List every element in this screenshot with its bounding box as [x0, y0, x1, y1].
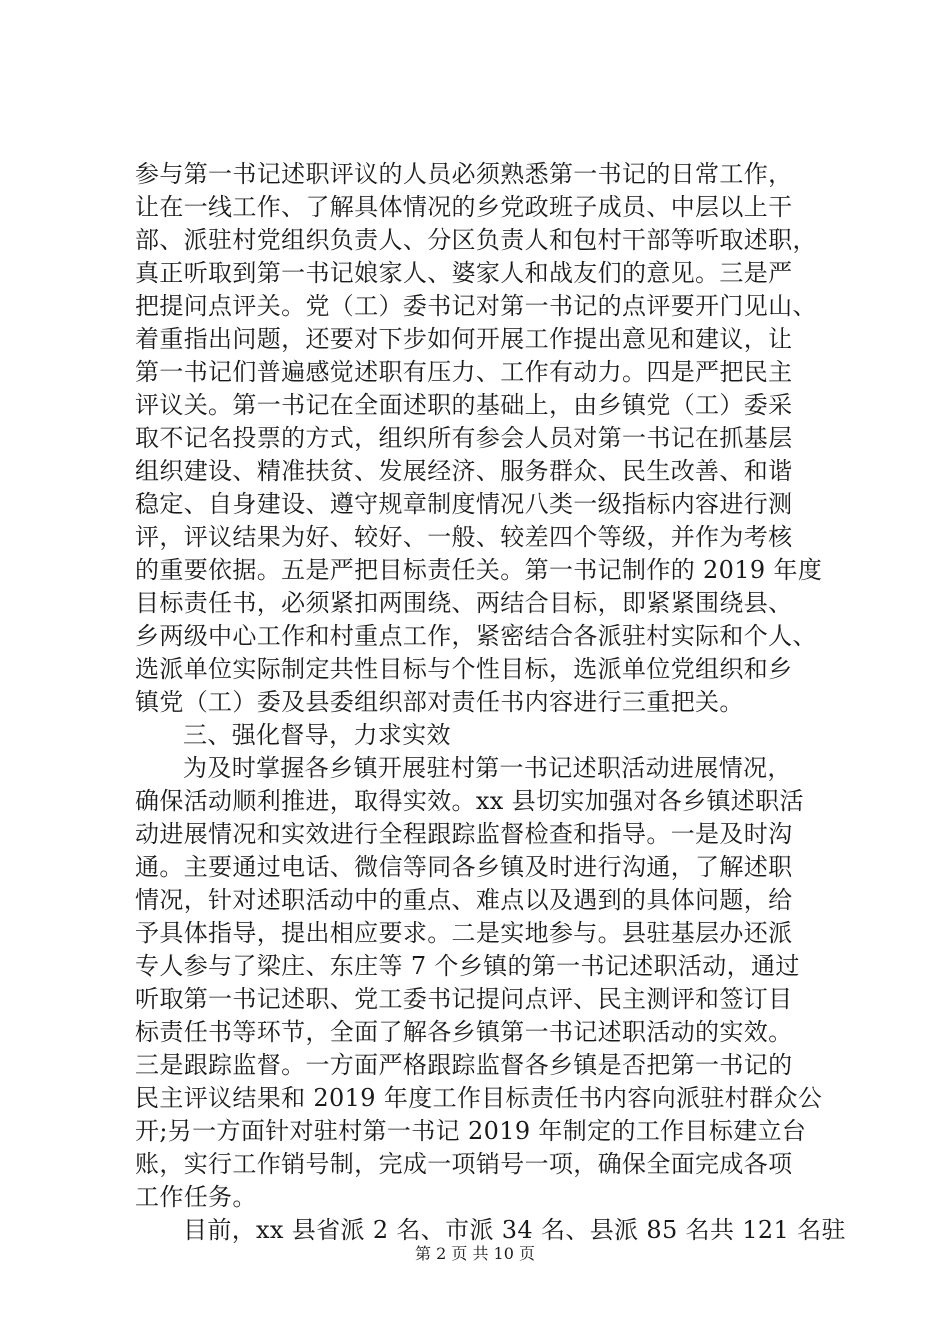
- text-line: 三是跟踪监督。一方面严格跟踪监督各乡镇是否把第一书记的: [135, 1051, 793, 1079]
- document-body: [135, 158, 846, 1247]
- text-line: 专人参与了梁庄、东庄等 7 个乡镇的第一书记述职活动，通过: [135, 952, 800, 980]
- text-line: 目标责任书，必须紧扣两围绕、两结合目标，即紧紧围绕县、: [135, 589, 793, 617]
- section-heading: 三、强化督导，力求实效: [183, 721, 451, 749]
- text-line: 动进展情况和实效进行全程跟踪监督检查和指导。一是及时沟: [135, 820, 793, 848]
- text-line: 组织建设、精准扶贫、发展经济、服务群众、民生改善、和谐: [135, 457, 793, 485]
- text-line: 选派单位实际制定共性目标与个性目标，选派单位党组织和乡: [135, 655, 793, 683]
- text-line: 民主评议结果和 2019 年度工作目标责任书内容向派驻村群众公: [135, 1084, 823, 1112]
- text-line: 取不记名投票的方式，组织所有参会人员对第一书记在抓基层: [135, 424, 793, 452]
- paragraph-first-line: 目前，xx 县省派 2 名、市派 34 名、县派 85 名共 121 名驻: [183, 1216, 846, 1244]
- text-line: 参与第一书记述职评议的人员必须熟悉第一书记的日常工作，: [135, 160, 793, 188]
- text-line: 的重要依据。五是严把目标责任关。第一书记制作的 2019 年度: [135, 556, 823, 584]
- page-footer: 第 2 页 共 10 页: [415, 1244, 535, 1263]
- text-line: 评，评议结果为好、较好、一般、较差四个等级，并作为考核: [135, 523, 793, 551]
- text-line: 第一书记们普遍感觉述职有压力、工作有动力。四是严把民主: [135, 358, 793, 386]
- text-line: 开;另一方面针对驻村第一书记 2019 年制定的工作目标建立台: [135, 1117, 807, 1145]
- text-line: 情况，针对述职活动中的重点、难点以及遇到的具体问题，给: [135, 886, 793, 914]
- text-line: 评议关。第一书记在全面述职的基础上，由乡镇党（工）委采: [135, 391, 793, 419]
- text-line: 稳定、自身建设、遵守规章制度情况八类一级指标内容进行测: [135, 490, 793, 518]
- text-line: 确保活动顺利推进，取得实效。xx 县切实加强对各乡镇述职活: [135, 787, 804, 815]
- text-line: 标责任书等环节，全面了解各乡镇第一书记述职活动的实效。: [135, 1018, 793, 1046]
- text-line: 让在一线工作、了解具体情况的乡党政班子成员、中层以上干: [135, 193, 793, 221]
- text-line: 账，实行工作销号制，完成一项销号一项，确保全面完成各项: [135, 1150, 793, 1178]
- text-line: 听取第一书记述职、党工委书记提问点评、民主测评和签订目: [135, 985, 793, 1013]
- text-line: 予具体指导，提出相应要求。二是实地参与。县驻基层办还派: [135, 919, 793, 947]
- text-line: 通。主要通过电话、微信等同各乡镇及时进行沟通，了解述职: [135, 853, 793, 881]
- text-line: 着重指出问题，还要对下步如何开展工作提出意见和建议，让: [135, 325, 793, 353]
- text-line: 把提问点评关。党（工）委书记对第一书记的点评要开门见山、: [135, 292, 817, 320]
- text-line: 工作任务。: [135, 1183, 257, 1211]
- paragraph-first-line: 为及时掌握各乡镇开展驻村第一书记述职活动进展情况，: [183, 754, 792, 782]
- text-line: 真正听取到第一书记娘家人、婆家人和战友们的意见。三是严: [135, 259, 793, 287]
- text-line: 部、派驻村党组织负责人、分区负责人和包村干部等听取述职，: [135, 226, 817, 254]
- text-line: 镇党（工）委及县委组织部对责任书内容进行三重把关。: [135, 688, 744, 716]
- text-line: 乡两级中心工作和村重点工作，紧密结合各派驻村实际和个人、: [135, 622, 817, 650]
